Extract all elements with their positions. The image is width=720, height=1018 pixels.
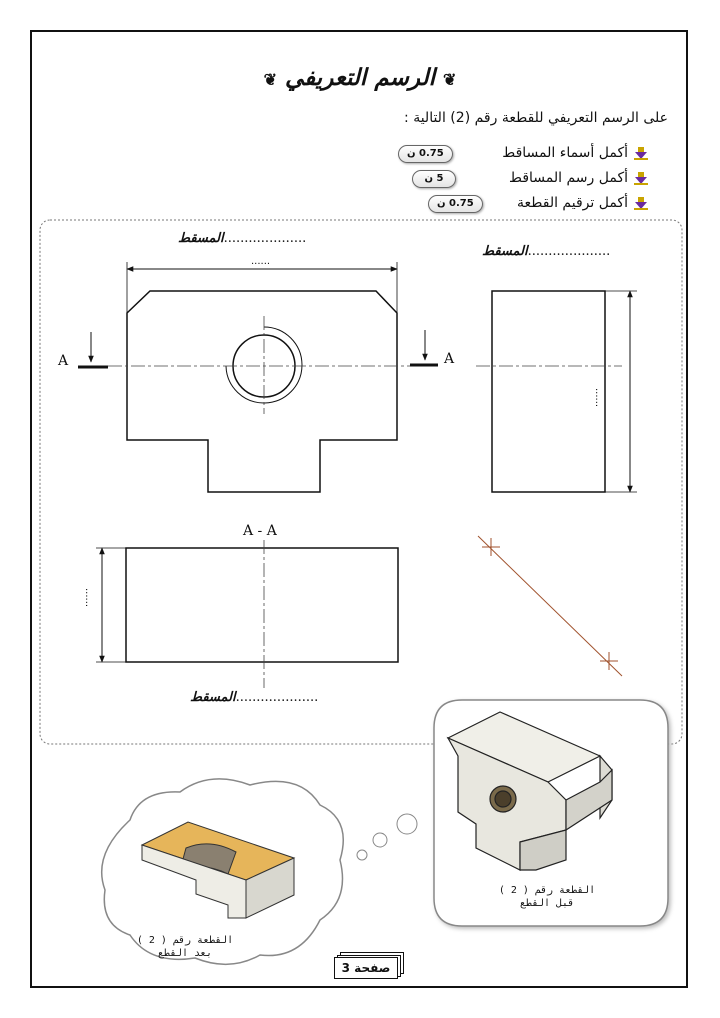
section-title: A - A — [243, 523, 277, 539]
piece-after-caption — [120, 934, 250, 960]
title-ornament-right: ❦ — [443, 70, 457, 89]
task-2-label: أكمل رسم المساقط — [509, 170, 628, 186]
section-letter-left: A — [58, 353, 69, 369]
piece-before-line1: القطعة رقم ( 2 ) — [498, 885, 596, 896]
front-view — [127, 291, 397, 492]
side-view-label: ....................المسقط — [482, 244, 611, 259]
top-view-label: ....................المسقط — [190, 690, 319, 705]
intro-text: على الرسم التعريفي للقطعة رقم (2) التالية : — [404, 110, 668, 126]
top-view — [126, 548, 398, 662]
piece-before-caption — [482, 884, 612, 910]
width-dimension-value: ...... — [251, 256, 271, 267]
task-1-label: أكمل أسماء المساقط — [502, 145, 628, 161]
task-2-points: 5 ن — [412, 170, 456, 188]
section-letter-right: A — [444, 351, 455, 367]
bubble-dot-3 — [357, 850, 367, 860]
bubble-dot-1 — [397, 814, 417, 834]
piece-before-line2: قبل القطع — [519, 898, 575, 909]
task-3-points: 0.75 ن — [428, 195, 483, 213]
bubble-dot-2 — [373, 833, 387, 847]
miter-crosses — [482, 538, 618, 670]
side-view — [492, 291, 605, 492]
drawing-panel — [40, 220, 682, 744]
piece-after-line2: بعد القطع — [157, 948, 213, 959]
title-text: الرسم التعريفي — [284, 64, 435, 91]
miter-line — [478, 536, 622, 676]
task-3-label: أكمل ترقيم القطعة — [517, 195, 628, 211]
page-number: صفحة 3 — [334, 957, 398, 979]
front-view-label: ....................المسقط — [178, 231, 307, 246]
piece-after-line1: القطعة رقم ( 2 ) — [136, 935, 234, 946]
title-ornament-left: ❦ — [263, 70, 277, 89]
task-1-points: 0.75 ن — [398, 145, 453, 163]
height-dimension-value: ...... — [593, 388, 604, 408]
depth-dimension-value: ...... — [83, 588, 94, 608]
